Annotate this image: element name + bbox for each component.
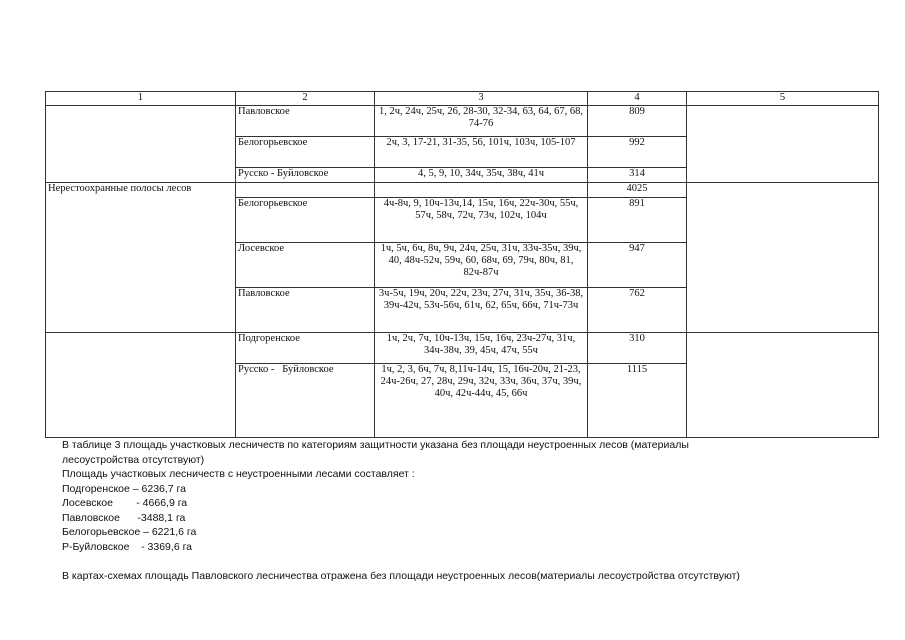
area-cell: 762 <box>588 288 687 333</box>
table-header-row <box>46 92 879 106</box>
quarters-cell: 1ч, 2, 3, 6ч, 7ч, 8,11ч-14ч, 15, 16ч-20ч, 21-23, 24ч-26ч, 27, 28ч, 29ч, 32ч, 33ч, 36ч, 37ч, 39ч, 40ч, 42ч-44ч, 45, 66ч <box>375 364 588 438</box>
area-list-item: Лосевское - 4666,9 га <box>62 497 188 509</box>
area-cell: 1115 <box>588 364 687 438</box>
column-header: 1 <box>46 92 236 106</box>
area-cell: 891 <box>588 198 687 243</box>
district-cell: Белогорьевское <box>236 137 375 168</box>
quarters-cell: 4, 5, 9, 10, 34ч, 35ч, 38ч, 41ч <box>375 168 588 183</box>
quarters-cell: 1ч, 2ч, 7ч, 10ч-13ч, 15ч, 16ч, 23ч-27ч, 31ч, 34ч-38ч, 39, 45ч, 47ч, 55ч <box>375 333 588 364</box>
district-cell: Лосевское <box>236 243 375 288</box>
district-cell: Русско - Буйловское <box>236 168 375 183</box>
quarters-cell: 1ч, 5ч, 6ч, 8ч, 9ч, 24ч, 25ч, 31ч, 33ч-35ч, 39ч, 40, 48ч-52ч, 59ч, 60, 68ч, 69, 79ч, 80ч, 81, 82ч-87ч <box>375 243 588 288</box>
area-cell: 992 <box>588 137 687 168</box>
area-cell: 314 <box>588 168 687 183</box>
column-header: 4 <box>588 92 687 106</box>
note-line: лесоустройства отсутствуют) <box>62 453 205 466</box>
column-header: 2 <box>236 92 375 106</box>
district-cell: Подгоренское <box>236 333 375 364</box>
quarters-cell: 2ч, 3, 17-21, 31-35, 56, 101ч, 103ч, 105-107 <box>375 137 588 168</box>
quarters-cell: 3ч-5ч, 19ч, 20ч, 22ч, 23ч, 27ч, 31ч, 35ч, 36-38, 39ч-42ч, 53ч-56ч, 61ч, 62, 65ч, 66ч, 71ч-73ч <box>375 288 588 333</box>
notes-cell <box>687 106 879 183</box>
quarters-cell <box>375 183 588 198</box>
district-cell: Павловское <box>236 106 375 137</box>
quarters-cell: 4ч-8ч, 9, 10ч-13ч,14, 15ч, 16ч, 22ч-30ч, 55ч, 57ч, 58ч, 72ч, 73ч, 102ч, 104ч <box>375 198 588 243</box>
area-list-item: Подгоренское – 6236,7 га <box>62 482 186 495</box>
note-line: В картах-схемах площадь Павловского лесничества отражена без площади неустроенных лесов(материалы лесоустройства отсутствуют) <box>62 570 740 582</box>
table-row <box>46 198 879 243</box>
area-cell: 809 <box>588 106 687 137</box>
area-list-item: Белогорьевское – 6221,6 га <box>62 526 197 538</box>
notes-block <box>62 438 862 584</box>
notes-cell <box>687 183 879 198</box>
column-header: 5 <box>687 92 879 106</box>
area-cell: 310 <box>588 333 687 364</box>
column-header: 3 <box>375 92 588 106</box>
district-cell: Белогорьевское <box>236 198 375 243</box>
notes-cell <box>687 333 879 438</box>
notes-cell <box>687 198 879 333</box>
area-cell: 947 <box>588 243 687 288</box>
area-list-item: Павловское -3488,1 га <box>62 511 186 524</box>
table-row <box>46 183 879 198</box>
category-cell <box>46 198 236 333</box>
category-cell: Нерестоохранные полосы лесов <box>46 183 236 198</box>
quarters-cell: 1, 2ч, 24ч, 25ч, 26, 28-30, 32-34, 63, 64, 67, 68, 74-76 <box>375 106 588 137</box>
note-line: Площадь участковых лесничеств с неустроенными лесами составляет : <box>62 468 415 480</box>
district-cell: Русско - Буйловское <box>236 364 375 438</box>
spacer <box>62 554 862 569</box>
area-list-item: Р-Буйловское - 3369,6 га <box>62 540 193 553</box>
category-cell <box>46 106 236 183</box>
category-cell <box>46 333 236 438</box>
district-cell: Павловское <box>236 288 375 333</box>
table-row <box>46 106 879 137</box>
forest-protection-table <box>45 91 879 438</box>
note-line: В таблице 3 площадь участковых лесничеств по категориям защитности указана без площади неустроенных лесов (материалы <box>62 439 689 451</box>
area-cell: 4025 <box>588 183 687 198</box>
district-cell <box>236 183 375 198</box>
table-row <box>46 333 879 364</box>
